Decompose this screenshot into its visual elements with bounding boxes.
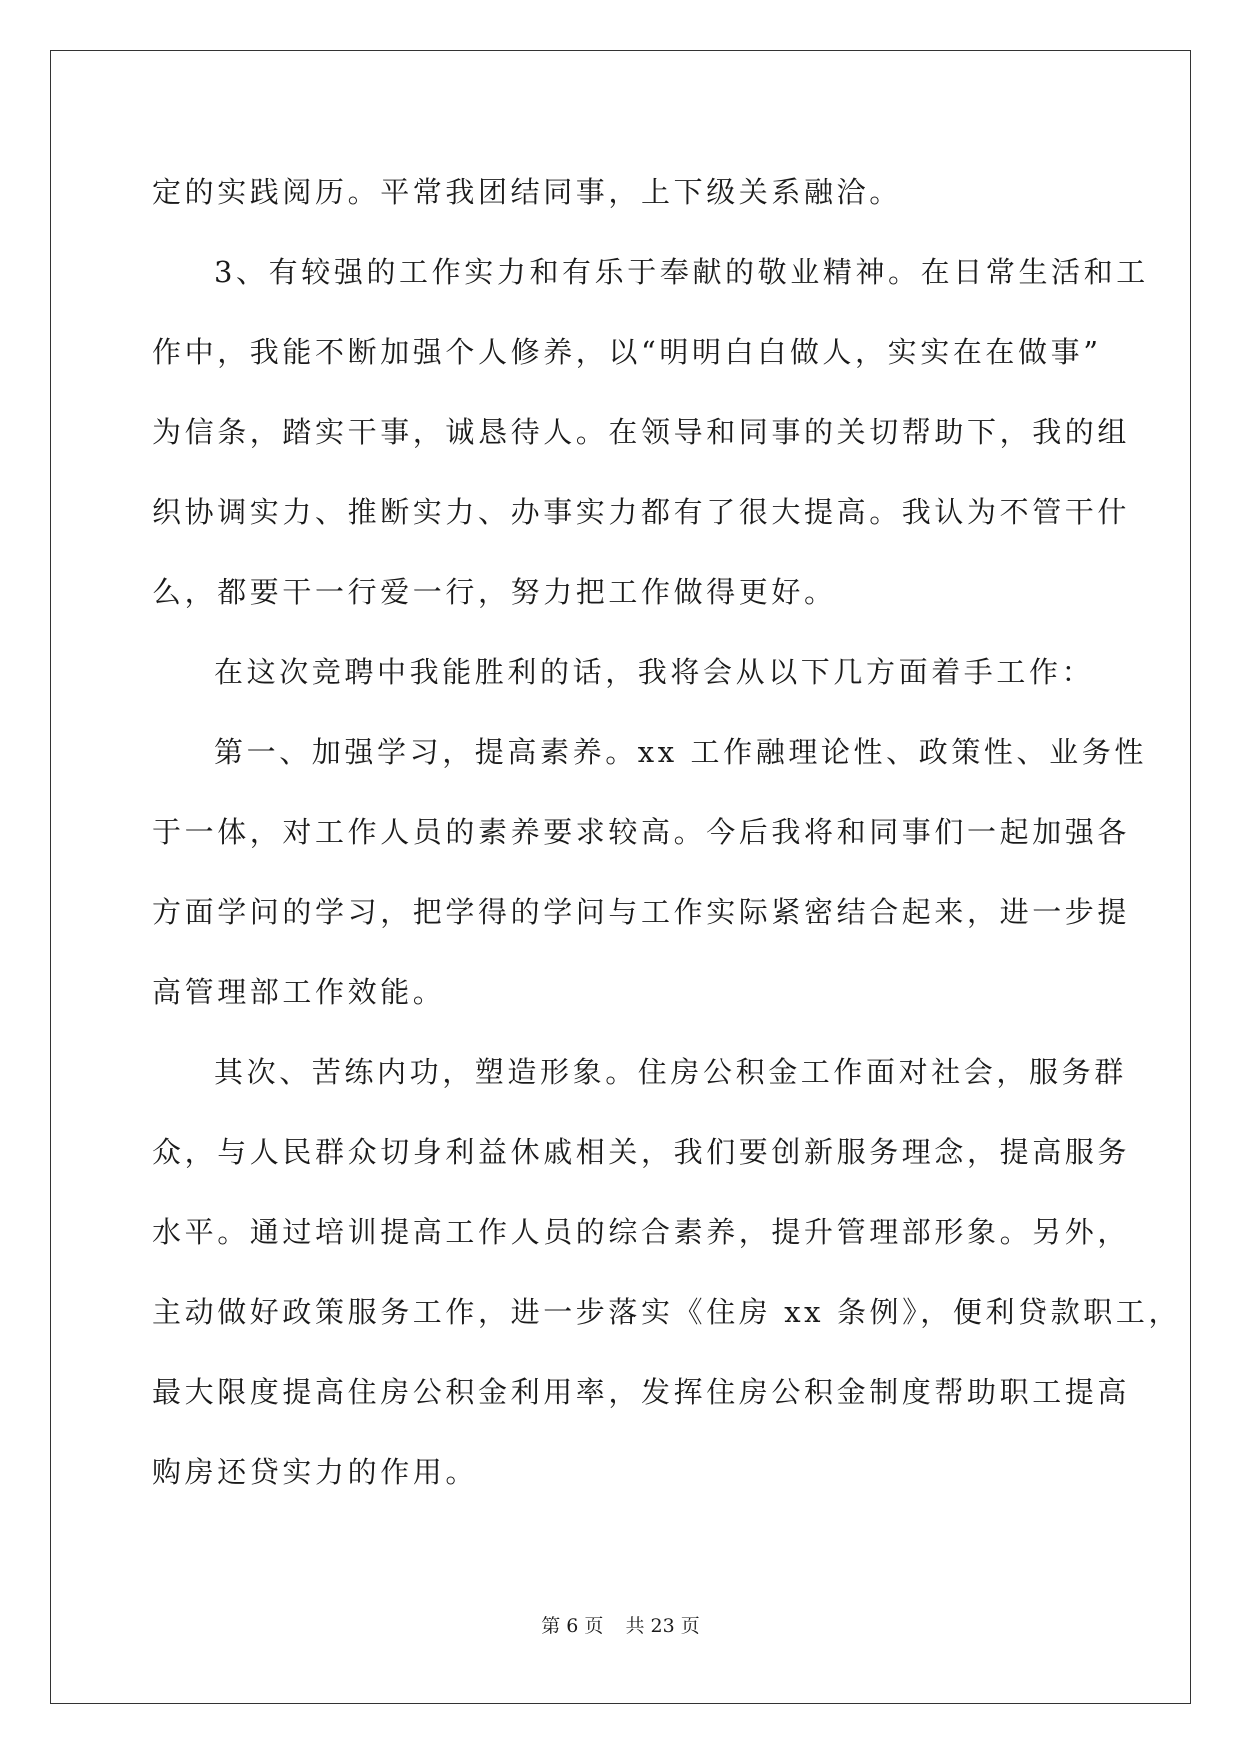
text-line: 主动做好政策服务工作，进一步落实《住房 xx 条例》，便利贷款职工， [152, 1295, 1182, 1329]
text-line: 作中，我能不断加强个人修养，以“明明白白做人，实实在在做事” [152, 335, 1102, 369]
page-total: 共 23 页 [625, 1615, 700, 1637]
text-line: 第一、加强学习，提高素养。xx 工作融理论性、政策性、业务性 [214, 735, 1147, 769]
text-line: 定的实践阅历。平常我团结同事，上下级关系融洽。 [152, 175, 902, 209]
text-line: 么，都要干一行爱一行，努力把工作做得更好。 [152, 575, 837, 609]
text-line: 为信条，踏实干事，诚恳待人。在领导和同事的关切帮助下，我的组 [152, 415, 1131, 449]
text-line: 众，与人民群众切身利益休戚相关，我们要创新服务理念，提高服务 [152, 1135, 1131, 1169]
text-line: 最大限度提高住房公积金利用率，发挥住房公积金制度帮助职工提高 [152, 1375, 1131, 1409]
text-line: 于一体，对工作人员的素养要求较高。今后我将和同事们一起加强各 [152, 815, 1131, 849]
text-line: 水平。通过培训提高工作人员的综合素养，提升管理部形象。另外， [152, 1215, 1131, 1249]
text-line: 在这次竞聘中我能胜利的话，我将会从以下几方面着手工作： [214, 655, 1095, 689]
text-line: 方面学问的学习，把学得的学问与工作实际紧密结合起来，进一步提 [152, 895, 1131, 929]
text-line: 其次、苦练内功，塑造形象。住房公积金工作面对社会，服务群 [214, 1055, 1127, 1089]
text-line: 高管理部工作效能。 [152, 975, 446, 1009]
text-line: 织协调实力、推断实力、办事实力都有了很大提高。我认为不管干什 [152, 495, 1131, 529]
text-line: 3、有较强的工作实力和有乐于奉献的敬业精神。在日常生活和工 [214, 255, 1149, 289]
text-line: 购房还贷实力的作用。 [152, 1455, 479, 1489]
page-footer [0, 1614, 1241, 1638]
page-number: 第 6 页 [541, 1615, 604, 1637]
